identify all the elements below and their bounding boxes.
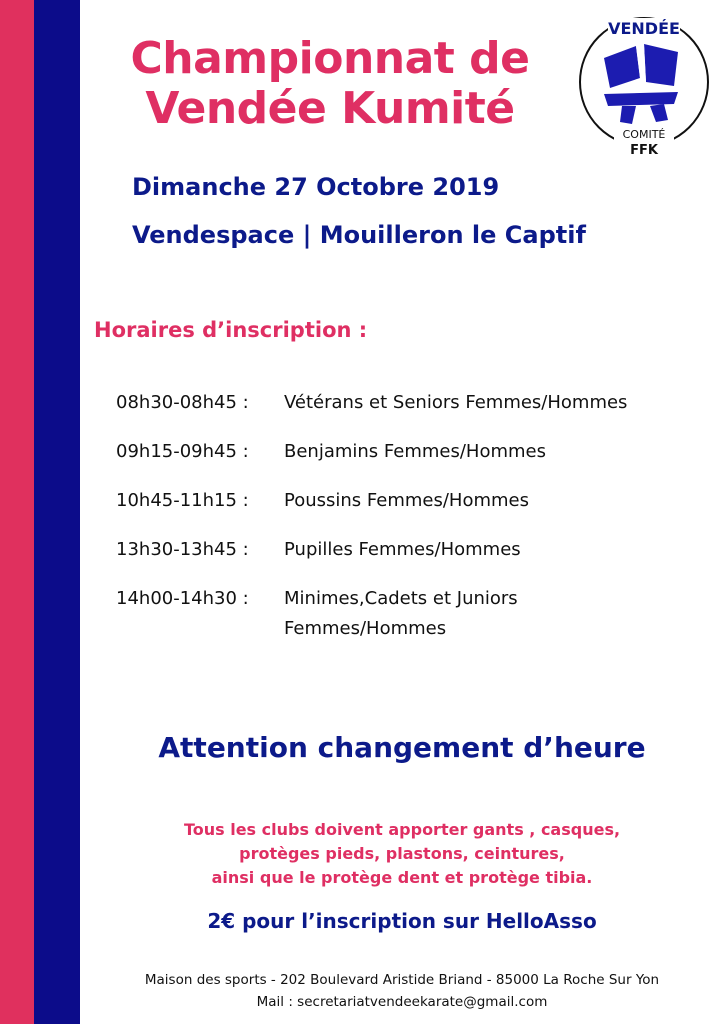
page-title	[80, 34, 580, 134]
left-blue-stripe	[34, 0, 80, 1024]
notice-line-1: Tous les clubs doivent apporter gants , casques,	[183, 820, 621, 839]
registration-price: 2€ pour l’inscription sur HelloAsso	[207, 909, 597, 933]
logo-brand-text: FFK	[630, 143, 658, 158]
event-venue: Vendespace | Mouilleron le Captif	[132, 221, 586, 249]
equipment-notice	[80, 818, 724, 890]
ffk-vendee-logo	[574, 8, 714, 158]
footer-mail: Mail : secretariatvendeekarate@gmail.com	[256, 994, 548, 1010]
event-date: Dimanche 27 Octobre 2019	[132, 173, 500, 201]
karate-gi-icon	[604, 44, 678, 124]
notice-line-2: protèges pieds, plastons, ceintures,	[239, 844, 565, 863]
title-line-1: Championnat de	[130, 33, 530, 84]
schedule-desc: Minimes,Cadets et Juniors Femmes/Hommes	[284, 588, 518, 639]
footer	[80, 969, 724, 1013]
schedule-desc: Pupilles Femmes/Hommes	[284, 539, 521, 560]
title-line-2: Vendée Kumité	[145, 83, 515, 134]
schedule-time: 08h30-08h45 :	[116, 392, 249, 413]
schedule-list	[116, 388, 706, 663]
schedule-time: 09h15-09h45 :	[116, 441, 249, 462]
schedule-desc: Vétérans et Seniors Femmes/Hommes	[284, 392, 628, 413]
schedule-desc: Poussins Femmes/Hommes	[284, 490, 529, 511]
schedule-time: 10h45-11h15 :	[116, 490, 249, 511]
schedule-time: 13h30-13h45 :	[116, 539, 249, 560]
logo-bottom-text: COMITÉ	[622, 128, 666, 141]
schedule-row	[116, 486, 706, 516]
footer-address: Maison des sports - 202 Boulevard Aristide Briand - 85000 La Roche Sur Yon	[144, 972, 660, 988]
schedule-row	[116, 584, 706, 644]
attention-heading: Attention changement d’heure	[158, 731, 646, 764]
horaires-title: Horaires d’inscription :	[94, 318, 368, 342]
left-red-stripe	[0, 0, 34, 1024]
schedule-row	[116, 437, 706, 467]
schedule-row	[116, 535, 706, 565]
logo-top-text: VENDÉE	[608, 19, 680, 38]
notice-line-3: ainsi que le protège dent et protège tibia.	[211, 868, 593, 887]
schedule-desc: Benjamins Femmes/Hommes	[284, 441, 547, 462]
schedule-row	[116, 388, 706, 418]
schedule-time: 14h00-14h30 :	[116, 588, 249, 609]
